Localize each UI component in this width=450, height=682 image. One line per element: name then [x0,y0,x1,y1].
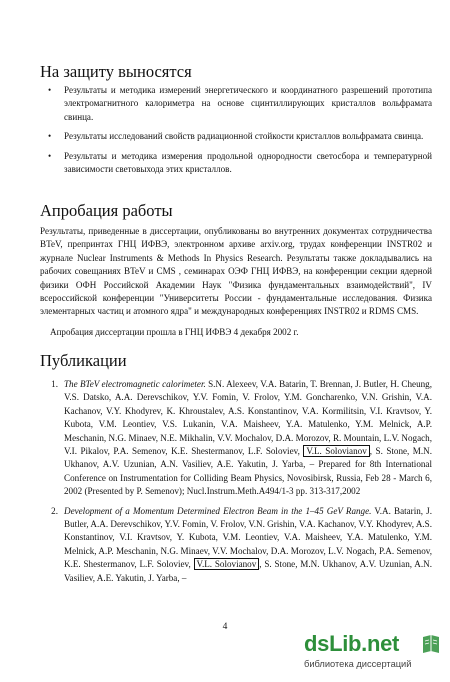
page-number: 4 [222,622,228,632]
watermark[interactable] [304,631,444,677]
publication-item [40,505,432,585]
watermark-subtitle: библиотека диссертаций [304,659,412,669]
book-icon [420,633,442,657]
highlighted-author: V.L. Solovianov [194,558,260,570]
list-item: • Результаты и методика измерения продольной однородности светосбора и температурной зависимости световыхода этих кристаллов. [48,150,432,175]
bullet-icon: • [48,131,52,142]
publication-number: 2. [51,505,58,516]
highlighted-author: V.L. Solovianov [303,445,369,457]
bullet-icon: • [48,85,52,95]
publication-authors: V.A. Batarin, J. Butler, A.A. Derevschikov, Y.V. Fomin, V. Frolov, V.N. Grishin, V.A. Kachanov, V.Y. Khodyrev, A.S. Konstantinov, V.I. Kravtsov, Y. Kubota, V.M. Leontiev, V.A. Maisheev, Y.A. Matulenko, Y.M. Melnick, A.P. Meschanin, N.G. Minaev, V.V. Mochalov, D.A. Morozov, L.V. Nogach, P.A. Semenov, K.E. Shestermanov, L.F. Soloviev, [64,505,432,570]
watermark-logo: dsLib.net [304,631,400,656]
publication-authors: S.N. Alexeev, V.A. Batarin, T. Brennan, J. Butler, H. Cheung, V.S. Datsko, A.A. Derevschikov, Y.V. Fomin, V. Frolov, Y.M. Goncharenko, V.N. Grishin, V.A. Kachanov, V.Y. Khodyrev, K. Khroustalev, A.S. Konstantinov, V.A. Kormilitsin, V.I. Kravtsov, Y. Kubota, V.M. Leontiev, V.S. Lukanin, V.A. Maisheev, Y.A. Matulenko, Y.M. Melnick, A.P. Meschanin, N.G. Minaev, N.E. Mikhalin, V.V. Mochalov, D.A. Morozov, R. Mountain, L.V. Nogach, V.I. Pikalov, P.A. Semenov, K.E. Shestermanov, L.F. Soloviev, [64,379,432,457]
publication-details: , S. Stone, M.N. Ukhanov, A.V. Uzunian, A.N. Vasiliev, A.E. Yakutin, J. Yarba, – Prepared for 8th International Conference on Instrumentation for Colliding Beam Physics, Novosibirsk, Russia, Feb 28 - March 6, 2002 (Presented by P. Semenov); Nucl.Instrum.Meth.A494/1-3 pp. 313-317,2002 [64,446,432,497]
section-title-defense: На защиту выносятся [40,62,192,81]
publications-list [40,378,432,591]
publication-details: , S. Stone, M.N. Ukhanov, A.V. Uzunian, A.N. Vasiliev, A.E. Yakutin, J. Yarba, – [64,559,432,583]
publication-number: 1. [51,379,58,389]
section-title-approbation: Апробация работы [40,201,173,220]
list-item: • Результаты исследований свойств радиационной стойкости кристаллов вольфрамата свинца. [40,130,432,143]
approbation-date: Апробация диссертации прошла в ГНЦ ИФВЭ 4 декабря 2002 г. [50,327,299,337]
publication-title: Development of a Momentum Determined Electron Beam in the 1–45 GeV Range. [64,505,372,516]
approbation-paragraph: Результаты, приведенные в диссертации, опубликованы во внутренних документах сотрудничества BTeV, препринтах ГНЦ ИФВЭ, электронном архиве arxiv.org, трудах конференции INSTR02 и журнале Nuclear Instruments & Methods In Physics Research. Результаты также докладывались на рабочих совещаниях BTeV и CMS , семинарах ОЭФ ГНЦ ИФВЭ, на конференции секции ядерной физики ОФН Российской Академии Наук "Физика фундаментальных взаимодействий", IV всероссийской конференции "Университеты России - фундаментальные исследования. Физика элементарных частиц и атомного ядра" и международных конференциях INSTR02 и RDMS CMS. [40,226,432,317]
bullet-icon: • [48,150,52,161]
list-item: • Результаты и методика измерений энергетического и координатного разрешений прототипа электромагнитного калориметра на основе сцинтиллирующих кристаллов вольфрамата свинца. [48,85,432,122]
publication-title: The BTeV electromagnetic calorimeter. [64,379,206,389]
publication-item [40,378,432,499]
defense-list [40,84,432,182]
section-title-publications: Публикации [40,351,127,370]
